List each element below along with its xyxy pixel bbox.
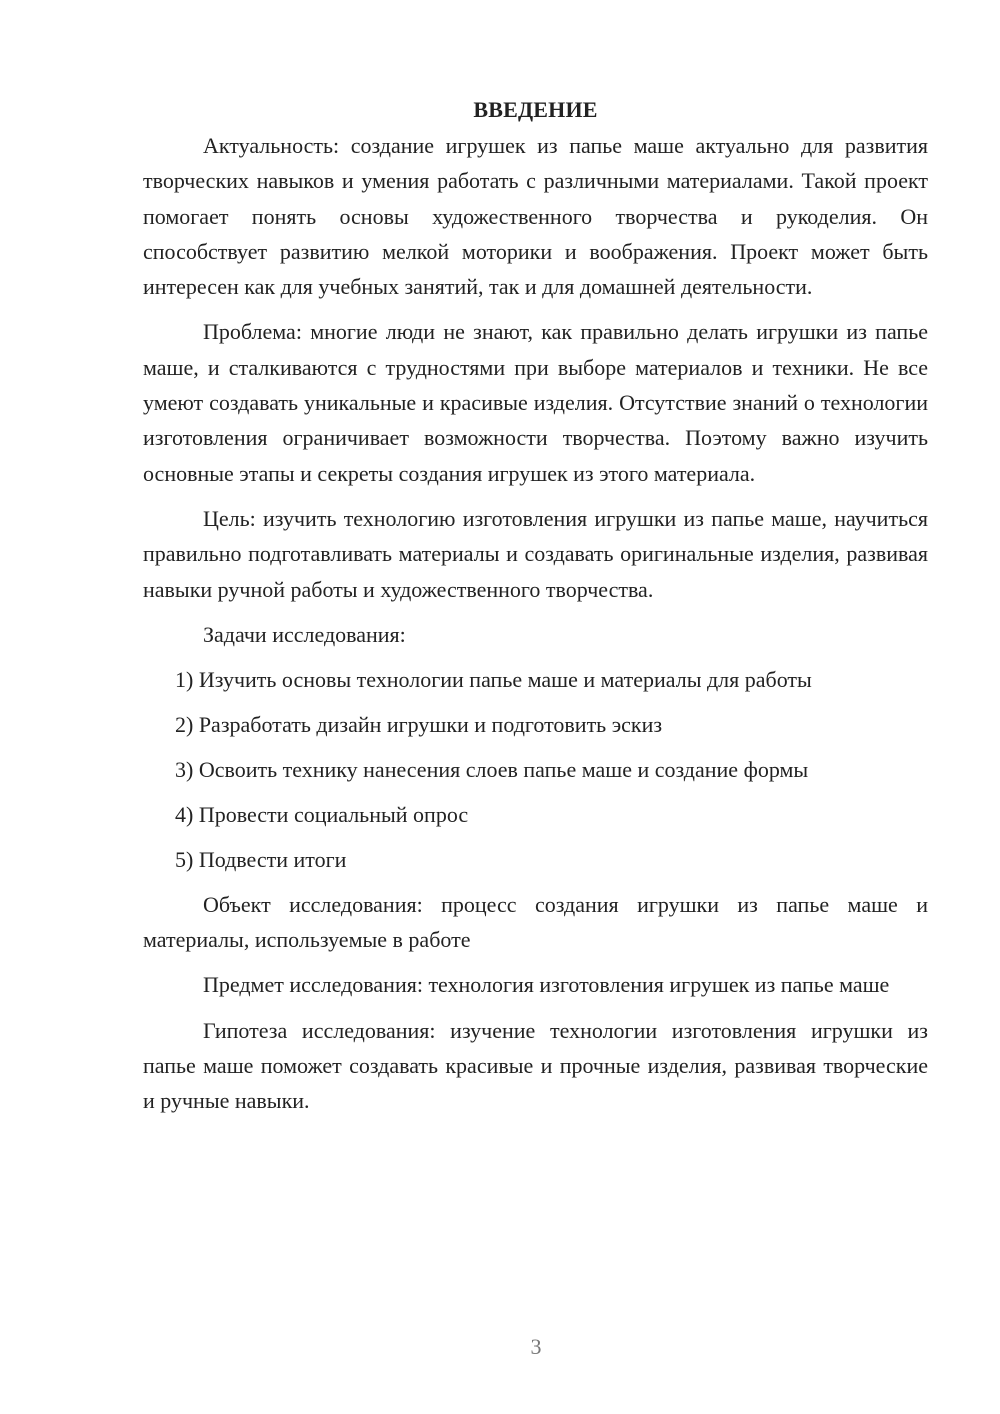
- task-item: 1) Изучить основы технологии папье маше и материалы для работы: [175, 666, 812, 692]
- subject-paragraph: Предмет исследования: технология изготовления игрушек из папье маше: [203, 972, 890, 998]
- tasks-list: [143, 662, 928, 877]
- task-item: 5) Подвести итоги: [175, 846, 347, 872]
- hypothesis-paragraph: Гипотеза исследования: изучение технологии изготовления игрушки из папье маше поможет создавать красивые и прочные изделия, развивая творческие и ручные навыки.: [143, 1017, 928, 1114]
- problem-paragraph: Проблема: многие люди не знают, как правильно делать игрушки из папье маше, и сталкиваются с трудностями при выборе материалов и техники. Не все умеют создавать уникальные и красивые изделия. Отсутствие знаний о технологии изготовления ограничивает возможности творчества. Поэтому важно изучить основные этапы и секреты создания игрушек из этого материала.: [143, 319, 928, 486]
- page-number: 3: [530, 1334, 542, 1359]
- goal-paragraph: Цель: изучить технологию изготовления игрушки из папье маше, научиться правильно подготавливать материалы и создавать оригинальные изделия, развивая навыки ручной работы и художественного творчества.: [143, 505, 928, 602]
- object-paragraph: Объект исследования: процесс создания игрушки из папье маше и материалы, используемые в работе: [143, 891, 928, 953]
- task-item: 2) Разработать дизайн игрушки и подготовить эскиз: [175, 711, 663, 737]
- section-title: ВВЕДЕНИЕ: [473, 97, 598, 122]
- task-item: 4) Провести социальный опрос: [175, 801, 469, 827]
- page-content: [143, 92, 928, 1129]
- tasks-heading: Задачи исследования:: [203, 621, 406, 647]
- relevance-paragraph: Актуальность: создание игрушек из папье маше актуально для развития творческих навыков и умения работать с различными материалами. Такой проект помогает понять основы художественного творчества и рукоделия. Он способствует развитию мелкой моторики и воображения. Проект может быть интересен как для учебных занятий, так и для домашней деятельности.: [143, 133, 928, 300]
- task-item: 3) Освоить технику нанесения слоев папье маше и создание формы: [175, 756, 809, 782]
